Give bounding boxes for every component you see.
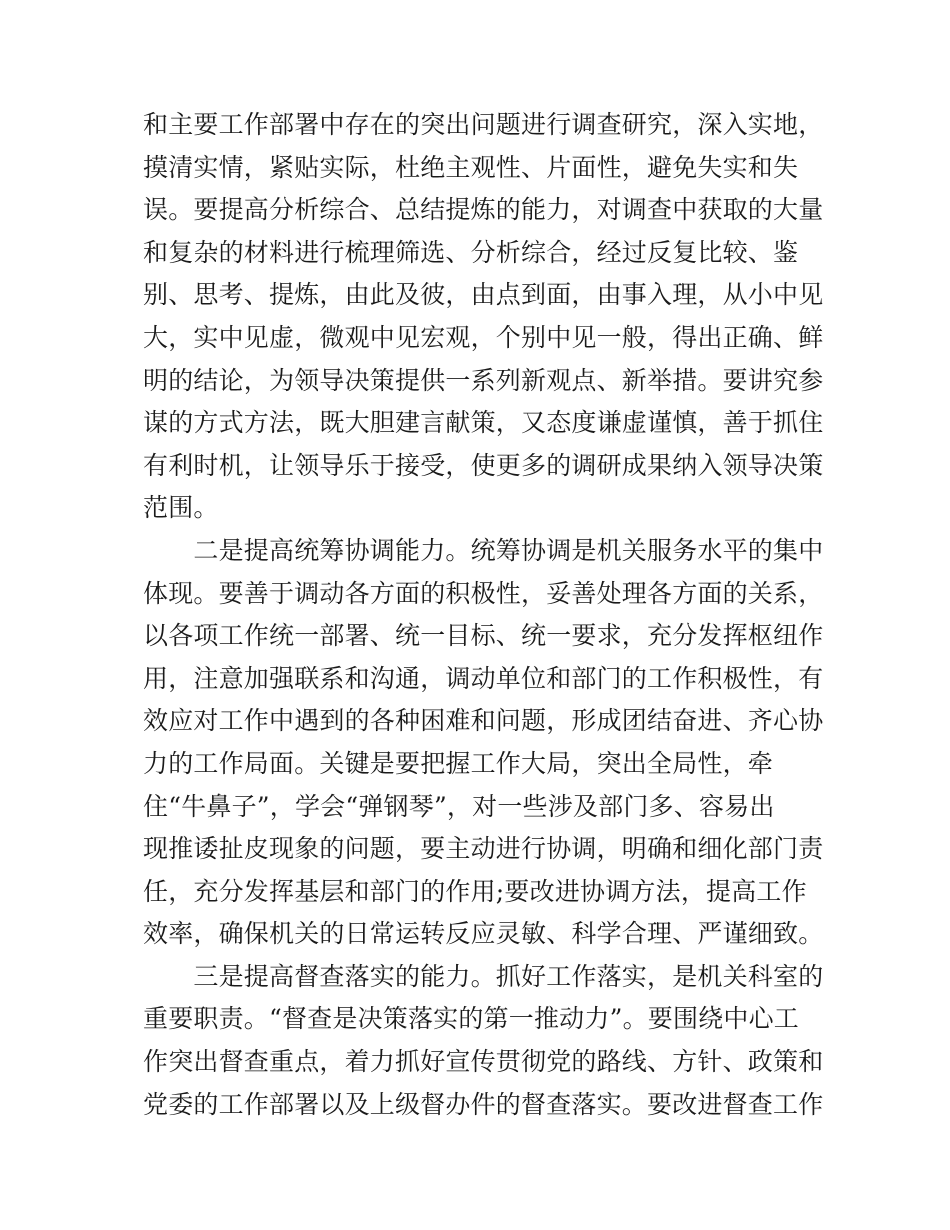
text-line: 效率，确保机关的日常运转反应灵敏、科学合理、严谨细致。	[143, 919, 824, 949]
text-line: 范围。	[143, 493, 219, 523]
text-line: 和主要工作部署中存在的突出问题进行调查研究，深入实地，	[143, 110, 824, 139]
text-line: 住“牛鼻子”，学会“弹钢琴”，对一些涉及部门多、容易出	[143, 791, 775, 821]
text-line: 作突出督查重点，着力抓好宣传贯彻党的路线、方针、政策和	[143, 1047, 824, 1077]
text-line: 有利时机，让领导乐于接受，使更多的调研成果纳入领导决策	[143, 450, 824, 480]
text-line: 和复杂的材料进行梳理筛选、分析综合，经过反复比较、鉴	[143, 237, 799, 267]
text-line: 摸清实情，紧贴实际，杜绝主观性、片面性，避免失实和失	[143, 152, 799, 182]
text-line: 用，注意加强联系和沟通，调动单位和部门的工作积极性，有	[143, 663, 824, 693]
text-line: 误。要提高分析综合、总结提炼的能力，对调查中获取的大量	[143, 195, 824, 225]
text-line: 效应对工作中遇到的各种困难和问题，形成团结奋进、齐心协	[143, 706, 824, 736]
body-text	[143, 104, 823, 1126]
text-line: 力的工作局面。关键是要把握工作大局，突出全局性，牵	[143, 748, 774, 778]
text-line: 以各项工作统一部署、统一目标、统一要求，充分发挥枢纽作	[143, 621, 824, 651]
text-line: 大，实中见虚，微观中见宏观，个别中见一般，得出正确、鲜	[143, 322, 824, 352]
text-line: 明的结论，为领导决策提供一系列新观点、新举措。要讲究参	[143, 365, 824, 395]
text-line: 别、思考、提炼，由此及彼，由点到面，由事入理，从小中见	[143, 280, 824, 310]
text-line: 任，充分发挥基层和部门的作用;要改进协调方法，提高工作	[143, 876, 807, 906]
paragraph-start-line: 三是提高督查落实的能力。抓好工作落实，是机关科室的	[143, 961, 824, 991]
paragraph-start-line: 二是提高统筹协调能力。统筹协调是机关服务水平的集中	[143, 535, 824, 565]
text-line: 重要职责。“督查是决策落实的第一推动力”。要围绕中心工	[143, 1004, 799, 1034]
text-line: 体现。要善于调动各方面的积极性，妥善处理各方面的关系，	[143, 578, 824, 608]
text-line: 现推诿扯皮现象的问题，要主动进行协调，明确和细化部门责	[143, 834, 824, 864]
text-line: 谋的方式方法，既大胆建言献策，又态度谦虚谨慎，善于抓住	[143, 408, 824, 438]
text-line: 党委的工作部署以及上级督办件的督查落实。要改进督查工作	[143, 1089, 824, 1119]
